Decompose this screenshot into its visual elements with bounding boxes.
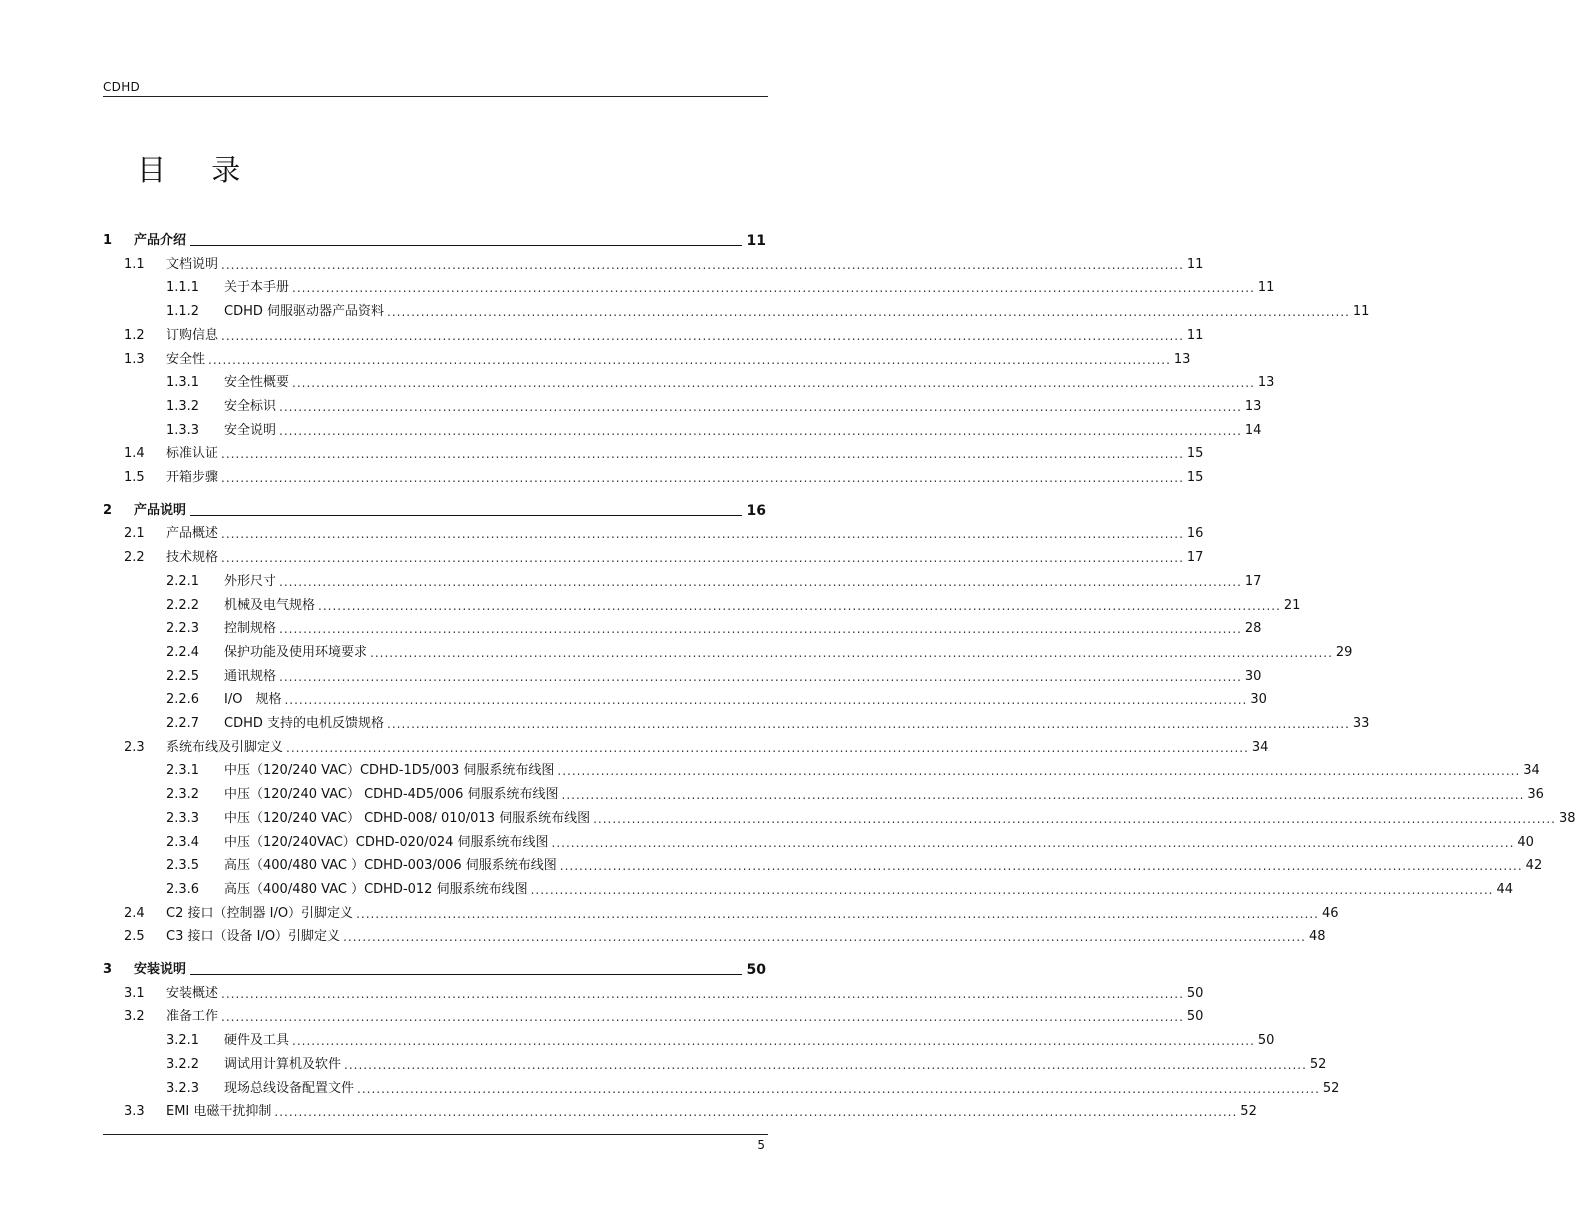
toc-entry-leader-dots: ........................................................................................................................................................................................................ [274, 1105, 1238, 1120]
toc-entry-number: 2.3 [124, 739, 145, 755]
toc-entry-page: 48 [1308, 929, 1326, 945]
toc-entry-level3[interactable] [103, 394, 1262, 416]
toc-entry-level1[interactable] [103, 228, 766, 250]
toc-entry-leader-dots: ........................................................................................................................................................................................................ [593, 811, 1556, 826]
toc-entry-leader-dots: ........................................................................................................................................................................................................ [356, 906, 1319, 921]
toc-entry-level3[interactable] [103, 853, 1543, 875]
toc-entry-page: 11 [1186, 256, 1204, 272]
toc-entry-page: 34 [1251, 739, 1269, 755]
toc-entry-number: 2.5 [124, 929, 145, 945]
toc-entry-number: 1.1 [124, 256, 145, 272]
toc-entry-level3[interactable] [103, 830, 1534, 852]
toc-entry-title: 控制规格 [224, 621, 277, 637]
toc-entry-level2[interactable] [103, 735, 1269, 757]
toc-entry-number: 1 [103, 233, 113, 248]
toc-entry-title: 中压（120/240 VAC） CDHD-008/ 010/013 伺服系统布线图 [224, 810, 591, 826]
toc-entry-number: 2.3.5 [166, 858, 200, 874]
toc-entry-leader-dots: ........................................................................................................................................................................................................ [279, 574, 1242, 589]
toc-entry-number: 1.3 [124, 351, 145, 367]
toc-entry-leader-dots: ........................................................................................................................................................................................................ [318, 598, 1281, 613]
toc-entry-title: 系统布线及引脚定义 [166, 739, 284, 755]
toc-entry-number: 1.1.1 [166, 280, 200, 296]
toc-entry-number: 1.3.3 [166, 422, 200, 438]
toc-entry-page: 28 [1244, 621, 1262, 637]
toc-entry-number: 2.2.4 [166, 644, 200, 660]
toc-entry-page: 38 [1559, 810, 1576, 826]
toc-entry-level2[interactable] [103, 1099, 1257, 1121]
toc-entry-page: 16 [746, 502, 766, 519]
toc-entry-title: C2 接口（控制器 I/O）引脚定义 [166, 905, 354, 921]
toc-entry-number: 2.3.3 [166, 810, 200, 826]
toc-entry-level3[interactable] [103, 877, 1514, 899]
toc-entry-page: 46 [1321, 905, 1339, 921]
toc-entry-page: 50 [1186, 985, 1204, 1001]
toc-entry-title: 安装说明 [134, 962, 187, 977]
toc-entry-title: I/O 规格 [224, 692, 282, 708]
toc-entry-level3[interactable] [103, 1028, 1275, 1050]
toc-entry-leader-dots: ........................................................................................................................................................................................................ [279, 423, 1242, 438]
toc-entry-leader-dots: ........................................................................................................................................................................................................ [279, 399, 1242, 414]
toc-entry-page: 17 [1244, 573, 1262, 589]
toc-entry-page: 11 [1186, 327, 1204, 343]
toc-entry-level3[interactable] [103, 782, 1544, 804]
toc-entry-page: 33 [1352, 716, 1370, 731]
toc-entry-level2[interactable] [103, 252, 1204, 274]
toc-entry-level2[interactable] [103, 1004, 1204, 1026]
toc-entry-level3[interactable] [103, 1076, 1340, 1098]
toc-entry-level3[interactable] [103, 275, 1275, 297]
toc-entry-leader-dots: ........................................................................................................................................................................................................ [292, 1034, 1255, 1049]
toc-entry-page: 52 [1240, 1104, 1257, 1120]
toc-entry-title: 文档说明 [166, 256, 219, 272]
toc-entry-page: 50 [746, 962, 766, 978]
toc-entry-number: 3.1 [124, 985, 145, 1001]
toc-entry-title: CDHD 伺服驱动器产品资料 [224, 304, 385, 320]
toc-entry-title: 调试用计算机及软件 [224, 1056, 342, 1072]
toc-entry-number: 1.4 [124, 446, 145, 462]
toc-entry-level2[interactable] [103, 347, 1191, 369]
toc-entry-leader-dots: ........................................................................................................................................................................................................ [221, 328, 1184, 343]
toc-entry-number: 3.2 [124, 1009, 145, 1025]
toc-entry-number: 3.2.3 [166, 1080, 200, 1096]
toc-entry-title: 开箱步骤 [166, 470, 219, 485]
toc-entry-number: 2.2.2 [166, 597, 200, 613]
toc-entry-number: 2.2.6 [166, 692, 200, 708]
toc-entry-number: 2.2.5 [166, 668, 200, 684]
toc-entry-title: 准备工作 [166, 1009, 219, 1025]
toc-entry-level3[interactable] [103, 370, 1275, 392]
toc-entry-leader-dots: ........................................................................................................................................................................................................ [221, 447, 1184, 462]
toc-entry-level3[interactable] [103, 687, 1267, 709]
toc-entry-title: 外形尺寸 [224, 573, 277, 589]
toc-entry-leader-dots: ........................................................................................................................................................................................................ [279, 622, 1242, 637]
toc-entry-leader-dots: ........................................................................................................................................................................................................ [221, 257, 1184, 272]
toc-entry-title: CDHD 支持的电机反馈规格 [224, 716, 385, 731]
toc-entry-leader-dots: ........................................................................................................................................................................................................ [292, 376, 1255, 391]
toc-entry-level2[interactable] [103, 323, 1204, 345]
toc-entry-page: 13 [1257, 375, 1275, 391]
toc-entry-level3[interactable] [103, 758, 1540, 780]
toc-entry-leader-dots: ........................................................................................................................................................................................................ [208, 352, 1171, 367]
toc-entry-level3[interactable] [103, 299, 1370, 321]
toc-entry-title: 高压（400/480 VAC ）CDHD-012 伺服系统布线图 [224, 881, 528, 897]
toc-entry-page: 30 [1250, 692, 1267, 708]
toc-entry-level3[interactable] [103, 711, 1370, 733]
toc-entry-title: 安全标识 [224, 398, 277, 414]
toc-entry-level2[interactable] [103, 901, 1339, 923]
toc-entry-title: 标准认证 [166, 446, 219, 462]
toc-entry-number: 2.2.1 [166, 573, 200, 589]
toc-entry-page: 34 [1523, 763, 1540, 779]
toc-entry-page: 11 [746, 233, 766, 249]
footer-divider [103, 1134, 768, 1135]
toc-entry-title: 技术规格 [166, 550, 219, 566]
toc-entry-page: 52 [1322, 1080, 1340, 1096]
toc-entry-page: 44 [1496, 881, 1514, 897]
toc-entry-title: 现场总线设备配置文件 [224, 1080, 355, 1096]
toc-entry-title: 订购信息 [166, 327, 219, 343]
toc-entry-leader-dots: ........................................................................................................................................................................................................ [221, 986, 1184, 1001]
toc-entry-rule [190, 974, 742, 975]
toc-entry-leader-dots: ........................................................................................................................................................................................................ [344, 1057, 1307, 1072]
toc-entry-number: 1.3.2 [166, 398, 200, 414]
toc-entry-page: 14 [1244, 422, 1262, 438]
toc-entry-number: 1.3.1 [166, 375, 200, 391]
page-number: 5 [757, 1138, 765, 1152]
toc-entry-number: 2.1 [124, 526, 145, 542]
toc-entry-page: 50 [1186, 1009, 1204, 1025]
toc-entry-number: 3.3 [124, 1104, 145, 1120]
toc-entry-level2[interactable] [103, 465, 1204, 487]
toc-entry-leader-dots: ........................................................................................................................................................................................................ [530, 882, 1494, 897]
toc-entry-leader-dots: ........................................................................................................................................................................................................ [551, 835, 1515, 850]
toc-entry-title: 安装概述 [166, 985, 219, 1001]
toc-entry-number: 1.1.2 [166, 304, 200, 320]
toc-entry-page: 17 [1186, 550, 1204, 566]
toc-entry-page: 52 [1309, 1056, 1327, 1072]
toc-entry-leader-dots: ........................................................................................................................................................................................................ [286, 740, 1249, 755]
toc-entry-leader-dots: ........................................................................................................................................................................................................ [221, 471, 1184, 485]
toc-entry-page: 50 [1257, 1033, 1275, 1049]
toc-entry-title: 产品概述 [166, 526, 219, 542]
toc-entry-title: 中压（120/240VAC）CDHD-020/024 伺服系统布线图 [224, 834, 549, 850]
toc-entry-title: 产品介绍 [134, 233, 187, 248]
toc-entry-page: 29 [1335, 644, 1353, 660]
toc-entry-title: 机械及电气规格 [224, 597, 316, 613]
running-header: CDHD [103, 80, 141, 94]
toc-entry-page: 15 [1186, 470, 1204, 485]
toc-entry-title: 安全性概要 [224, 375, 290, 391]
toc-entry-leader-dots: ........................................................................................................................................................................................................ [357, 1081, 1320, 1096]
toc-entry-title: 硬件及工具 [224, 1033, 290, 1049]
toc-entry-title: 高压（400/480 VAC ）CDHD-003/006 伺服系统布线图 [224, 858, 557, 874]
toc-entry-leader-dots: ........................................................................................................................................................................................................ [221, 551, 1184, 566]
toc-entry-number: 2.3.1 [166, 763, 200, 779]
toc-entry-level3[interactable] [103, 616, 1262, 638]
toc-entry-level3[interactable] [103, 640, 1353, 662]
toc-entry-page: 40 [1517, 834, 1534, 850]
toc-entry-level2[interactable] [103, 924, 1326, 946]
toc-entry-leader-dots: ........................................................................................................................................................................................................ [387, 717, 1350, 731]
toc-entry-leader-dots: ........................................................................................................................................................................................................ [284, 693, 1248, 708]
toc-entry-leader-dots: ........................................................................................................................................................................................................ [370, 645, 1333, 660]
toc-entry-level2[interactable] [103, 545, 1204, 567]
toc-entry-leader-dots: ........................................................................................................................................................................................................ [557, 764, 1521, 779]
toc-entry-page: 30 [1244, 668, 1262, 684]
toc-entry-leader-dots: ........................................................................................................................................................................................................ [561, 788, 1525, 803]
toc-entry-page: 11 [1352, 304, 1370, 320]
toc-entry-page: 21 [1283, 597, 1301, 613]
toc-entry-page: 36 [1527, 787, 1544, 803]
toc-entry-page: 16 [1186, 526, 1204, 542]
toc-entry-number: 3.2.1 [166, 1033, 200, 1049]
toc-entry-page: 42 [1525, 858, 1543, 874]
toc-entry-rule [190, 245, 742, 246]
toc-entry-title: 中压（120/240 VAC） CDHD-4D5/006 伺服系统布线图 [224, 787, 559, 803]
toc-entry-level3[interactable] [103, 1052, 1327, 1074]
toc-entry-title: 中压（120/240 VAC）CDHD-1D5/003 伺服系统布线图 [224, 763, 555, 779]
toc-entry-page: 13 [1244, 398, 1262, 414]
toc-entry-title: 产品说明 [134, 502, 187, 518]
toc-entry-page: 11 [1257, 280, 1275, 296]
toc-entry-title: 通讯规格 [224, 668, 277, 684]
toc-entry-number: 3 [103, 962, 113, 977]
toc-entry-leader-dots: ........................................................................................................................................................................................................ [343, 930, 1306, 945]
toc-entry-number: 2.4 [124, 905, 145, 921]
page-title: 目 录 [137, 153, 259, 187]
toc-entry-number: 1.5 [124, 470, 145, 485]
toc-entry-title: EMI 电磁干扰抑制 [166, 1104, 272, 1120]
toc-entry-level3[interactable] [103, 593, 1301, 615]
toc-entry-leader-dots: ........................................................................................................................................................................................................ [221, 527, 1184, 542]
toc-entry-number: 2.3.4 [166, 834, 200, 850]
toc-entry-page: 13 [1173, 351, 1191, 367]
toc-entry-number: 3.2.2 [166, 1056, 200, 1072]
header-divider [103, 96, 768, 97]
toc-entry-level2[interactable] [103, 441, 1204, 463]
toc-entry-level3[interactable] [103, 418, 1262, 440]
toc-entry-number: 2.2.7 [166, 716, 200, 731]
toc-entry-number: 2.3.6 [166, 881, 200, 897]
toc-entry-number: 2 [103, 502, 113, 518]
toc-entry-title: 保护功能及使用环境要求 [224, 644, 368, 660]
toc-entry-page: 15 [1186, 446, 1204, 462]
toc-entry-level1[interactable] [103, 498, 766, 520]
toc-entry-level2[interactable] [103, 521, 1204, 543]
toc-entry-level3[interactable] [103, 806, 1576, 828]
toc-entry-leader-dots: ........................................................................................................................................................................................................ [279, 669, 1242, 684]
toc-entry-level2[interactable] [103, 981, 1204, 1003]
toc-entry-number: 2.3.2 [166, 787, 200, 803]
toc-entry-rule [190, 515, 742, 516]
toc-entry-number: 2.2 [124, 550, 145, 566]
toc-entry-leader-dots: ........................................................................................................................................................................................................ [559, 859, 1523, 874]
toc-entry-level1[interactable] [103, 957, 766, 979]
toc-entry-title: 关于本手册 [224, 280, 290, 296]
toc-entry-leader-dots: ........................................................................................................................................................................................................ [221, 1010, 1184, 1025]
toc-entry-title: 安全说明 [224, 422, 277, 438]
toc-entry-leader-dots: ........................................................................................................................................................................................................ [292, 281, 1255, 296]
toc-entry-number: 2.2.3 [166, 621, 200, 637]
toc-entry-title: 安全性 [166, 351, 206, 367]
toc-entry-leader-dots: ........................................................................................................................................................................................................ [387, 305, 1350, 320]
toc-entry-level3[interactable] [103, 569, 1262, 591]
toc-entry-title: C3 接口（设备 I/O）引脚定义 [166, 929, 341, 945]
toc-entry-level3[interactable] [103, 664, 1262, 686]
toc-entry-number: 1.2 [124, 327, 145, 343]
